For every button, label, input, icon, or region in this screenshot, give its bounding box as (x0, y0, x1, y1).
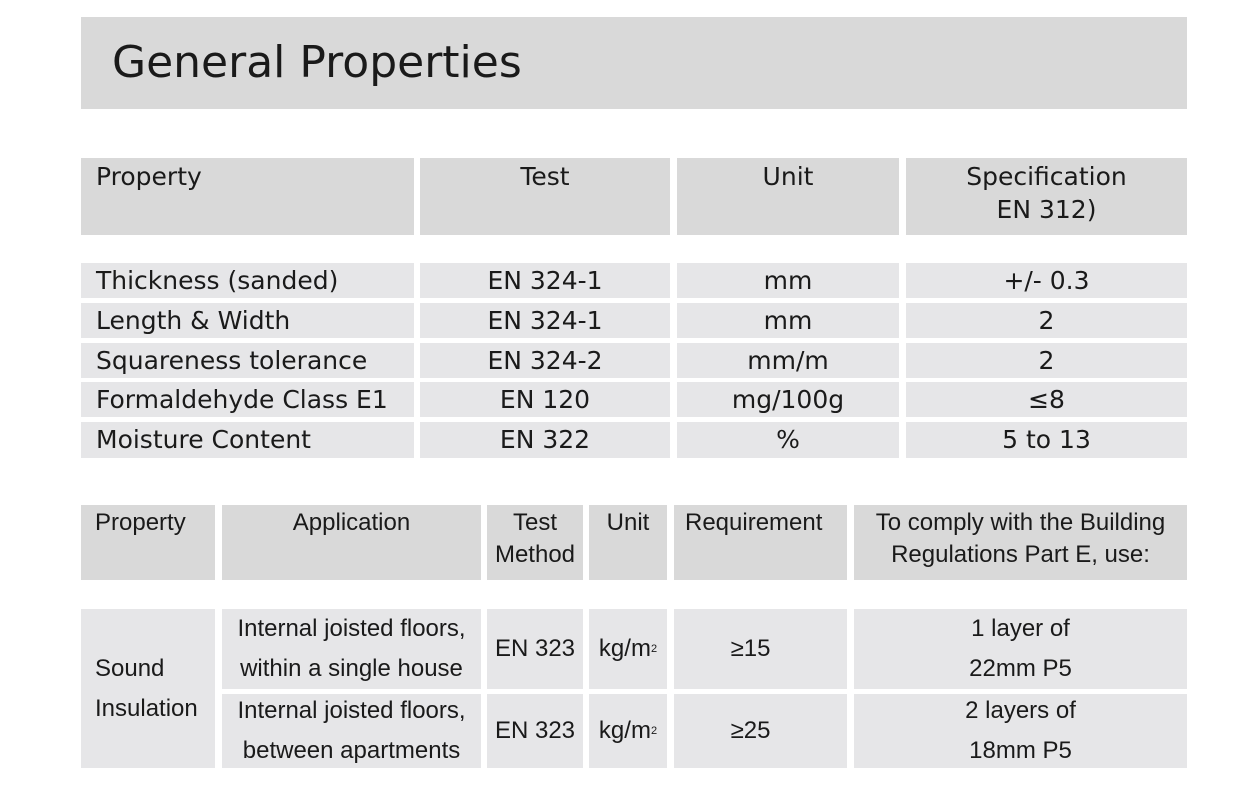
t2-property-line1: Sound (95, 654, 165, 682)
t2-header-test-method (487, 505, 583, 580)
table-row-cell-unit: mm/m (677, 343, 899, 378)
table-row-cell-spec: 5 to 13 (906, 422, 1187, 458)
t2-header-unit: Unit (589, 505, 667, 580)
t2-header-property: Property (81, 505, 215, 580)
table-row-cell-property: Moisture Content (81, 422, 414, 458)
t2-property-line2: Insulation (95, 694, 198, 722)
t1-header-specification-line1: Specification (966, 162, 1127, 191)
application-line2: within a single house (240, 655, 463, 682)
table-row-cell-test: EN 324-2 (420, 343, 670, 378)
table-row-cell-test: EN 120 (420, 382, 670, 417)
application-line1: Internal joisted floors, (237, 697, 466, 724)
table-row-cell-property: Length & Width (81, 303, 414, 338)
table-row-cell-test-method: EN 323 (487, 609, 583, 689)
table-row-cell-spec: 2 (906, 303, 1187, 338)
t2-header-comply (854, 505, 1187, 580)
table-row-cell-unit: mm (677, 303, 899, 338)
t2-header-test-method-line2: Method (494, 541, 576, 568)
table-row-cell-unit: % (677, 422, 899, 458)
table-row-cell-test: EN 324-1 (420, 263, 670, 298)
t1-header-specification-line2: EN 312) (996, 195, 1097, 224)
table-row-cell-unit: kg/m 2 (589, 694, 667, 768)
unit-base: kg/m (598, 635, 651, 662)
unit-base: kg/m (598, 717, 651, 744)
table-row-cell-spec: 2 (906, 343, 1187, 378)
table-row-cell-property: Thickness (sanded) (81, 263, 414, 298)
t2-header-test-method-line1: Test (512, 509, 557, 536)
table-row-cell-unit: kg/m 2 (589, 609, 667, 689)
page-title: General Properties (112, 37, 522, 88)
table-row-cell-comply (854, 609, 1187, 689)
t1-header-test: Test (420, 158, 670, 235)
title-bar (81, 17, 1187, 109)
table-row-cell-application (222, 694, 481, 768)
table-row-cell-test: EN 322 (420, 422, 670, 458)
table-row-cell-test-method: EN 323 (487, 694, 583, 768)
table-row-cell-spec: +/- 0.3 (906, 263, 1187, 298)
table-row-cell-unit: mg/100g (677, 382, 899, 417)
comply-line2: 18mm P5 (969, 737, 1072, 764)
table-row-cell-comply (854, 694, 1187, 768)
t2-header-requirement: Requirement (674, 505, 847, 580)
table-row-cell-test: EN 324-1 (420, 303, 670, 338)
t1-header-unit: Unit (677, 158, 899, 235)
comply-line1: 2 layers of (965, 697, 1076, 724)
t2-property-sound-insulation (81, 609, 215, 768)
table-row-cell-requirement: ≥15 (674, 609, 847, 689)
t1-header-specification (906, 158, 1187, 235)
comply-line2: 22mm P5 (969, 655, 1072, 682)
table-row-cell-property: Squareness tolerance (81, 343, 414, 378)
t1-header-property: Property (81, 158, 414, 235)
comply-line1: 1 layer of (971, 615, 1070, 642)
application-line1: Internal joisted floors, (237, 615, 466, 642)
table-row-cell-unit: mm (677, 263, 899, 298)
table-row-cell-application (222, 609, 481, 689)
application-line2: between apartments (242, 737, 461, 764)
table-row-cell-property: Formaldehyde Class E1 (81, 382, 414, 417)
t2-header-comply-line2: Regulations Part E, use: (891, 541, 1150, 568)
t2-header-application: Application (222, 505, 481, 580)
table-row-cell-requirement: ≥25 (674, 694, 847, 768)
t2-header-comply-line1: To comply with the Building (875, 509, 1166, 536)
table-row-cell-spec: ≤8 (906, 382, 1187, 417)
